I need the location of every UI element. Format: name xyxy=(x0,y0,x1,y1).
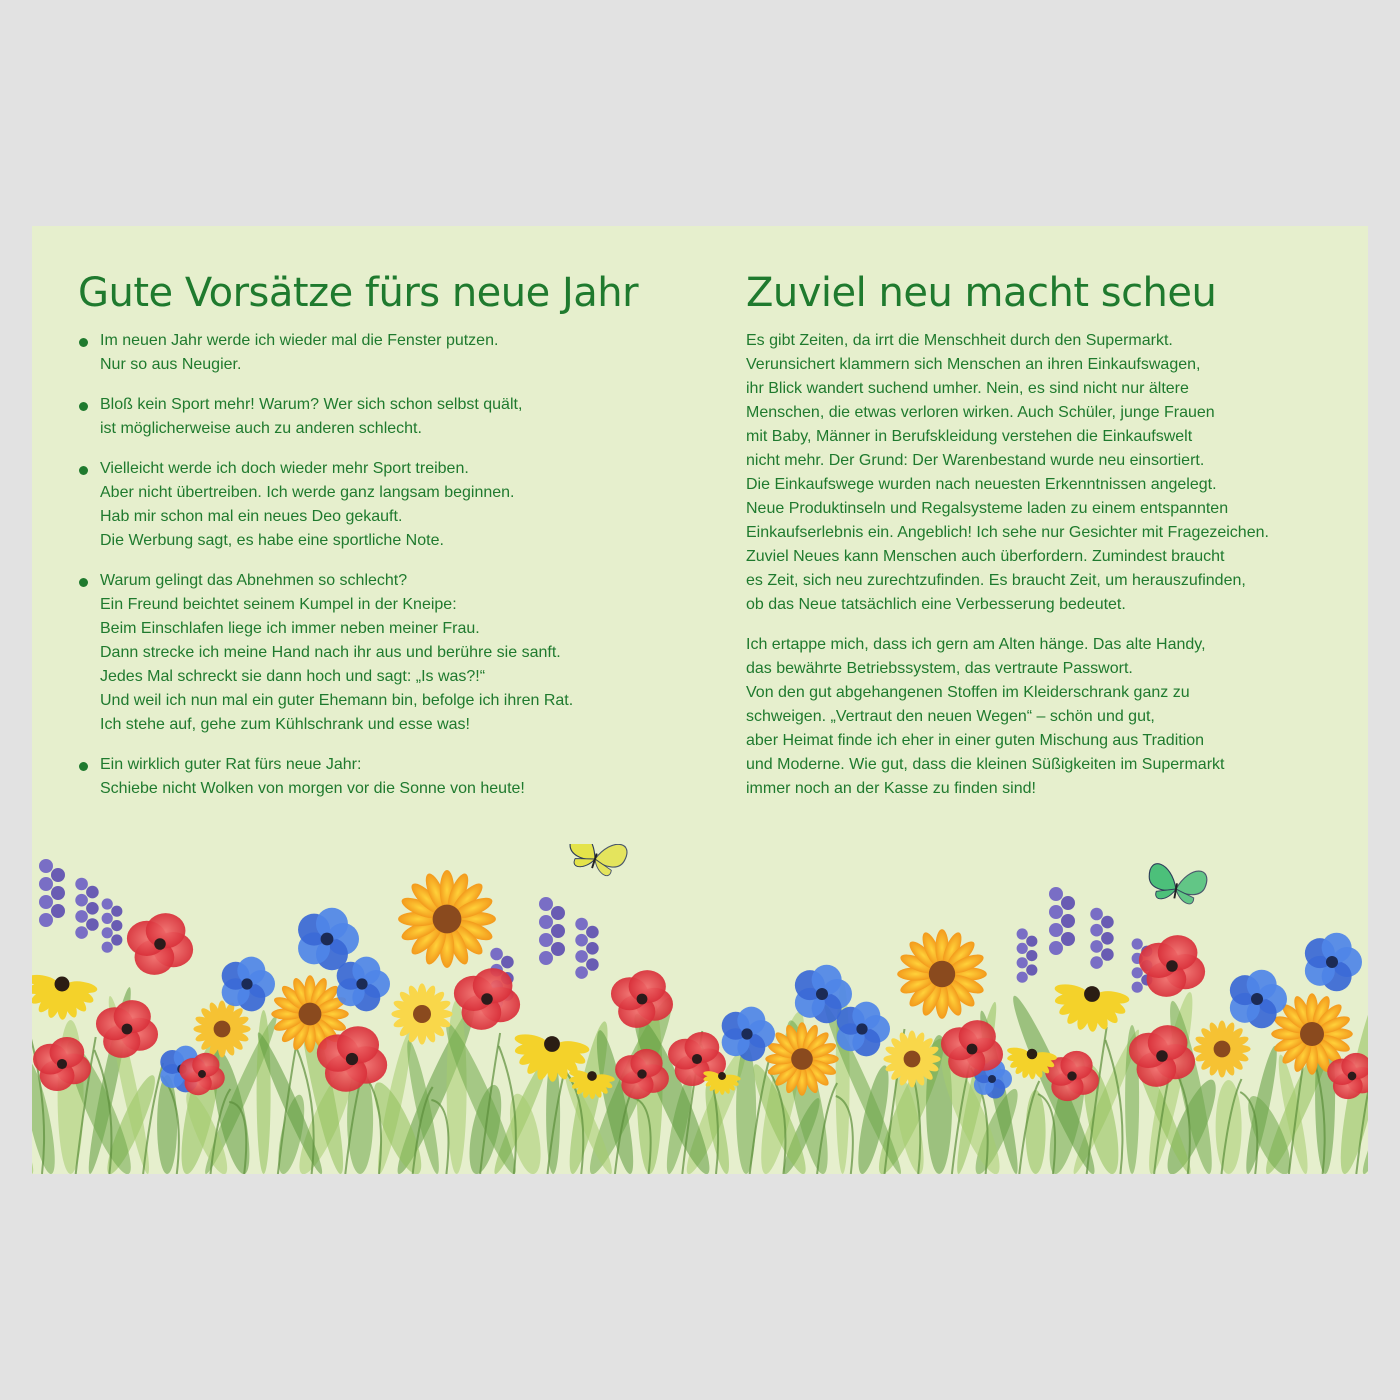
sunflower xyxy=(398,870,496,968)
article-line: Die Einkaufswege wurden nach neuesten Erkenntnissen angelegt. xyxy=(746,476,1217,493)
resolution-line: Ein Freund beichtet seinem Kumpel in der Kneipe: xyxy=(100,596,457,613)
resolution-line: Dann strecke ich meine Hand nach ihr aus und berühre sie sanft. xyxy=(100,644,561,661)
resolution-line: Warum gelingt das Abnehmen so schlecht? xyxy=(100,572,408,589)
resolution-line: Aber nicht übertreiben. Ich werde ganz langsam beginnen. xyxy=(100,484,515,501)
article-line: Es gibt Zeiten, da irrt die Menschheit durch den Supermarkt. xyxy=(746,332,1173,349)
sunflower xyxy=(765,1022,838,1095)
resolutions-list xyxy=(78,329,573,817)
article-line: nicht mehr. Der Grund: Der Warenbestand wurde neu einsortiert. xyxy=(746,452,1205,469)
butterfly-icon xyxy=(564,844,630,880)
bullet-dot-icon xyxy=(79,762,88,771)
sunflower xyxy=(391,983,452,1044)
resolution-line: Nur so aus Neugier. xyxy=(100,356,242,373)
bellflower-spike xyxy=(75,878,98,939)
article-line: immer noch an der Kasse zu finden sind! xyxy=(746,780,1036,797)
article-line: schweigen. „Vertraut den neuen Wegen“ – schön und gut, xyxy=(746,708,1155,725)
resolution-line: Ein wirklich guter Rat fürs neue Jahr: xyxy=(100,756,362,773)
article-paragraph xyxy=(746,329,1269,617)
resolution-line: Die Werbung sagt, es habe eine sportliche Note. xyxy=(100,532,444,549)
resolution-line: Im neuen Jahr werde ich wieder mal die Fenster putzen. xyxy=(100,332,499,349)
article-line: mit Baby, Männer in Berufskleidung verstehen die Einkaufswelt xyxy=(746,428,1193,445)
article-line: Neue Produktinseln und Regalsysteme laden zu einem entspannten xyxy=(746,500,1229,517)
bellflower-spike xyxy=(1017,928,1038,982)
resolution-line: Bloß kein Sport mehr! Warum? Wer sich schon selbst quält, xyxy=(100,396,523,413)
bellflower-spike xyxy=(39,859,65,927)
article-line: Ich ertappe mich, dass ich gern am Alten hänge. Das alte Handy, xyxy=(746,636,1206,653)
article-line: es Zeit, sich neu zurechtzufinden. Es braucht Zeit, um herauszufinden, xyxy=(746,572,1246,589)
blue-anemone xyxy=(837,1002,890,1057)
bellflower-spike xyxy=(1090,908,1113,969)
bellflower-spike xyxy=(1049,887,1075,955)
article-line: und Moderne. Wie gut, dass die kleinen Süßigkeiten im Supermarkt xyxy=(746,756,1225,773)
wildflower-meadow-illustration xyxy=(32,844,1368,1174)
resolution-item xyxy=(78,329,573,377)
resolution-item xyxy=(78,393,573,441)
bullet-dot-icon xyxy=(79,466,88,475)
bellflower-spike xyxy=(102,898,123,952)
sunflower xyxy=(193,1000,250,1057)
resolution-item xyxy=(78,457,573,553)
resolution-item xyxy=(78,753,573,801)
resolution-line: Beim Einschlafen liege ich immer neben meiner Frau. xyxy=(100,620,480,637)
article-line: Menschen, die etwas verloren wirken. Auch Schüler, junge Frauen xyxy=(746,404,1215,421)
yellow-coneflower xyxy=(1054,982,1130,1031)
bullet-dot-icon xyxy=(79,578,88,587)
article-body xyxy=(746,329,1269,817)
article-line: das bewährte Betriebssystem, das vertraute Passwort. xyxy=(746,660,1133,677)
bellflower-spike xyxy=(575,918,598,979)
resolution-line: Hab mir schon mal ein neues Deo gekauft. xyxy=(100,508,403,525)
poppy xyxy=(96,1000,158,1058)
sunflower xyxy=(883,1030,940,1087)
article-line: Einkaufserlebnis ein. Angeblich! Ich sehe nur Gesichter mit Fragezeichen. xyxy=(746,524,1269,541)
resolution-item xyxy=(78,569,573,737)
blue-anemone xyxy=(722,1007,775,1062)
sunflower xyxy=(897,929,987,1019)
butterfly-icon xyxy=(1145,863,1208,907)
resolution-line: Jedes Mal schreckt sie dann hoch und sagt: „Is was?!“ xyxy=(100,668,486,685)
resolution-line: Ich stehe auf, gehe zum Kühlschrank und esse was! xyxy=(100,716,470,733)
article-line: Von den gut abgehangenen Stoffen im Kleiderschrank ganz zu xyxy=(746,684,1190,701)
book-spread xyxy=(32,226,1368,1174)
resolution-line: Schiebe nicht Wolken von morgen vor die Sonne von heute! xyxy=(100,780,525,797)
left-page-title: Gute Vorsätze fürs neue Jahr xyxy=(78,270,639,316)
poppy xyxy=(127,913,193,975)
article-line: Zuviel Neues kann Menschen auch überfordern. Zumindest braucht xyxy=(746,548,1225,565)
article-line: aber Heimat finde ich eher in einer guten Mischung aus Tradition xyxy=(746,732,1205,749)
article-line: Verunsichert klammern sich Menschen an ihren Einkaufswagen, xyxy=(746,356,1201,373)
butterflies xyxy=(482,844,1209,906)
bellflower-spike xyxy=(539,897,565,965)
blue-anemone xyxy=(337,957,390,1012)
sunflower xyxy=(1193,1020,1250,1077)
blue-anemone xyxy=(298,908,359,970)
article-paragraph xyxy=(746,633,1269,801)
poppy xyxy=(1139,935,1205,997)
yellow-coneflower xyxy=(32,973,98,1020)
blue-anemone xyxy=(222,957,275,1012)
resolution-line: ist möglicherweise auch zu anderen schlecht. xyxy=(100,420,422,437)
right-page-title: Zuviel neu macht scheu xyxy=(746,270,1217,316)
bullet-dot-icon xyxy=(79,402,88,411)
bullet-dot-icon xyxy=(79,338,88,347)
resolution-line: Und weil ich nun mal ein guter Ehemann bin, befolge ich ihren Rat. xyxy=(100,692,574,709)
blue-anemone xyxy=(1305,933,1362,992)
resolution-line: Vielleicht werde ich doch wieder mehr Sport treiben. xyxy=(100,460,469,477)
article-line: ihr Blick wandert suchend umher. Nein, es sind nicht nur ältere xyxy=(746,380,1189,397)
article-line: ob das Neue tatsächlich eine Verbesserung bedeutet. xyxy=(746,596,1126,613)
